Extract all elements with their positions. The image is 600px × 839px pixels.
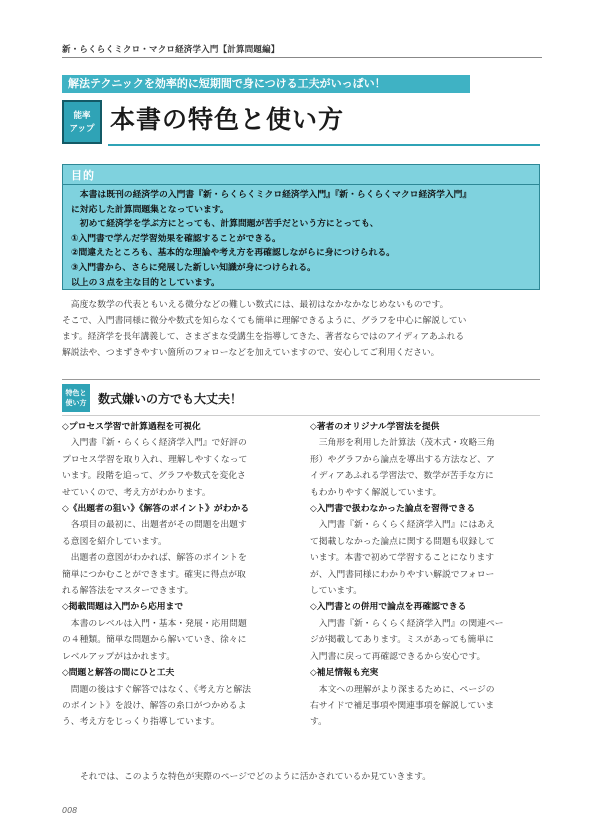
feature-line: 三角形を利用した計算法（茂木式・攻略三角	[310, 438, 495, 449]
feature-line: 本文への理解がより深まるために、ページの	[310, 684, 495, 695]
feature-line: る意図を紹介しています。	[62, 536, 167, 547]
feature-line: のポイント》を設け、解答の糸口がつかめるよ	[62, 700, 247, 711]
features-left-column	[62, 419, 302, 731]
features-heading-rule	[62, 415, 540, 416]
features-badge-line1: 特色と	[65, 389, 87, 397]
purpose-title: 目的	[71, 169, 95, 182]
feature-heading: ◇掲載問題は入門から応用まで	[62, 602, 184, 613]
feature-line: ジが掲載してあります。ミスがあっても簡単に	[310, 635, 494, 646]
feature-line: もわかりやすく解説しています。	[310, 487, 442, 498]
header-rule	[62, 57, 542, 58]
intro-line: 解説法や、つまずきやすい箇所のフォローなどを加えていますので、安心してご利用ください。	[62, 348, 440, 358]
feature-body	[310, 682, 542, 731]
purpose-line: 本書は既刊の経済学の入門書『新・らくらくミクロ経済学入門』『新・らくらくマクロ経済学入門』	[71, 190, 472, 200]
feature-line: 入門書『新・らくらく経済学入門』にはあえ	[310, 520, 495, 531]
purpose-body	[71, 188, 533, 290]
feature-body	[62, 616, 302, 665]
feature-line: 右サイドで補足事項や関連事項を解説していま	[310, 700, 495, 711]
feature-heading: ◇プロセス学習で計算過程を可視化	[62, 422, 201, 432]
feature-line: 問題の後はすぐ解答ではなく、《考え方と解法	[62, 684, 251, 695]
feature-heading: ◇補足情報も充実	[310, 668, 379, 679]
feature-line: 入門書に戻って再確認できるから安心です。	[310, 651, 486, 662]
features-heading: 数式嫌いの方でも大丈夫！	[98, 392, 243, 406]
features-badge-line2: 使い方	[65, 399, 87, 407]
feature-line: プロセス学習を取り入れ、理解しやすくなって	[62, 454, 248, 465]
feature-body	[310, 517, 542, 599]
feature-body	[62, 682, 302, 731]
title-badge-line2: アップ	[69, 124, 95, 134]
feature-heading: ◇入門書で扱わなかった論点を習得できる	[310, 504, 476, 515]
feature-line: しています。	[310, 586, 363, 597]
feature-heading: ◇著者のオリジナル学習法を提供	[310, 422, 440, 432]
feature-line: います。本書で初めて学習することになります	[310, 553, 495, 564]
intro-paragraph	[62, 297, 540, 361]
feature-line: せていくので、考え方がわかります。	[62, 487, 211, 498]
feature-line: が、入門書同様にわかりやすい解説でフォロー	[310, 569, 495, 580]
page-title: 本書の特色と使い方	[110, 105, 345, 134]
title-rule	[108, 144, 540, 146]
purpose-line: 以上の３点を主な目的としています。	[71, 277, 220, 288]
title-badge	[62, 100, 102, 144]
feature-line: 各項目の最初に、出題者がその問題を出題す	[62, 520, 247, 531]
feature-line: レベルアップがはかれます。	[62, 651, 176, 662]
purpose-box	[62, 164, 540, 290]
features-right-column	[310, 419, 542, 731]
intro-line: そこで、入門書同様に微分や数式を知らなくても簡単に理解できるように、グラフを中心に解説してい	[62, 316, 467, 326]
feature-line: す。	[310, 717, 327, 728]
feature-line: います。段階を追って、グラフや数式を変化さ	[62, 471, 246, 482]
features-top-rule	[62, 379, 540, 380]
feature-line: 簡単につかむことができます。確実に得点が取	[62, 569, 246, 580]
purpose-line: ②間違えたところも、基本的な理論や考え方を再確認しながらに身につけられる。	[71, 248, 395, 259]
feature-line: 形）やグラフから論点を導出する方法など、ア	[310, 454, 495, 465]
feature-body	[310, 435, 542, 501]
intro-line: 高度な数学の代表ともいえる微分などの難しい数式には、最初はなかなかなじめないものです。	[62, 300, 449, 310]
banner: 解法テクニックを効率的に短期間で身につける工夫がいっぱい！	[62, 75, 470, 93]
feature-body	[62, 517, 302, 599]
feature-line: 出題者の意図がわかれば、解答のポイントを	[62, 553, 247, 564]
purpose-rule	[63, 184, 539, 185]
feature-line: 本書のレベルは入門・基本・発展・応用問題	[62, 618, 247, 629]
purpose-line: ③入門書から、さらに発展した新しい知識が身につけられる。	[71, 262, 316, 273]
page-number: 008	[62, 806, 78, 815]
purpose-line: 初めて経済学を学ぶ方にとっても、計算問題が苦手だという方にとっても、	[71, 219, 379, 230]
feature-line: の４種類。簡単な問題から解いていき、徐々に	[62, 635, 247, 646]
feature-line: 入門書『新・らくらく経済学入門』で好評の	[62, 438, 247, 449]
feature-line: て掲載しなかった論点に関する問題も収録して	[310, 536, 495, 547]
features-badge	[62, 384, 90, 412]
feature-body	[310, 616, 542, 665]
feature-line: う、考え方をじっくり指導しています。	[62, 717, 220, 728]
feature-line: イディアあふれる学習法で、数学が苦手な方に	[310, 471, 494, 482]
intro-line: ます。経済学を長年講義して、さまざまな受講生を指導してきた、著者ならではのアイディアあふれる	[62, 332, 465, 342]
feature-line: 入門書『新・らくらく経済学入門』の関連ペー	[310, 618, 504, 629]
feature-heading: ◇入門書との併用で論点を再確認できる	[310, 602, 467, 613]
purpose-line: に対応した計算問題集となっています。	[71, 204, 229, 215]
feature-line: れる解答法をマスターできます。	[62, 586, 194, 597]
feature-heading: ◇《出題者の狙い》《解答のポイント》がわかる	[62, 504, 250, 515]
feature-heading: ◇問題と解答の間にひと工夫	[62, 668, 175, 679]
running-head: 新・らくらくミクロ・マクロ経済学入門【計算問題編】	[62, 45, 280, 55]
closing-sentence: それでは、このような特色が実際のページでどのように活かされているか見ていきます。	[80, 772, 431, 782]
feature-body	[62, 435, 302, 501]
title-badge-line1: 能率	[73, 111, 91, 121]
purpose-line: ①入門書で学んだ学習効果を確認することができる。	[71, 233, 281, 244]
